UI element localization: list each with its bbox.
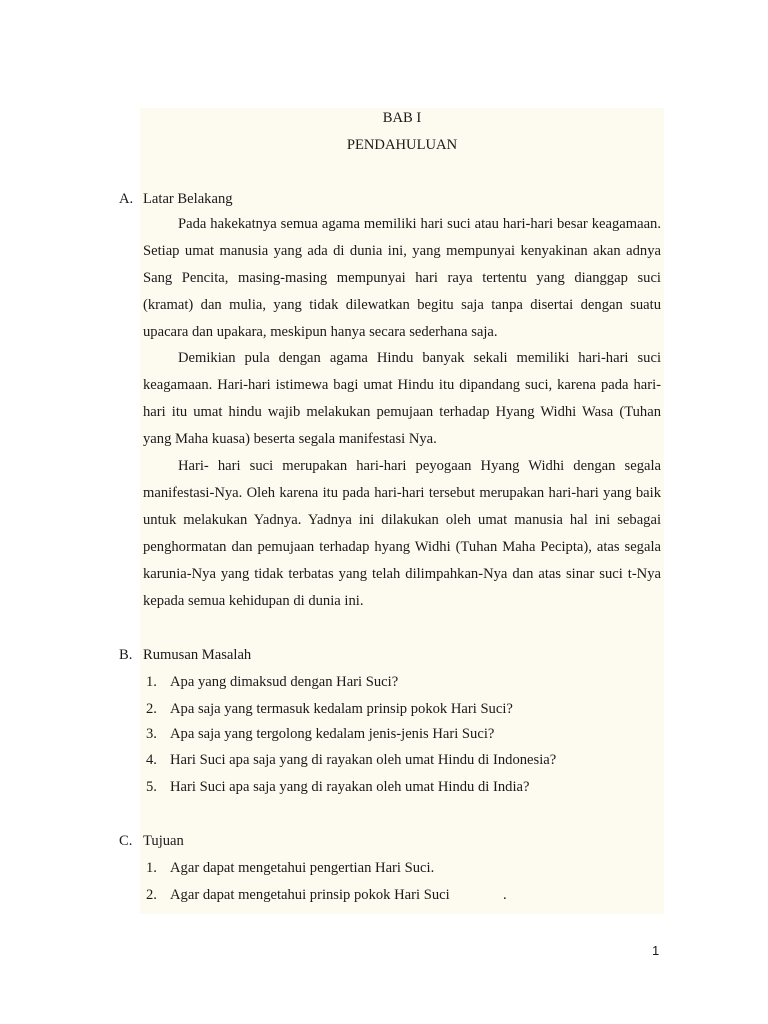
list-item-number: 2. (146, 887, 157, 903)
list-item-number: 2. (146, 701, 157, 717)
trailing-period: . (503, 887, 507, 903)
paragraph: Pada hakekatnya semua agama memiliki hari suci atau hari-hari besar keagamaan. Setiap umat manusia yang ada di dunia ini, yang mempunyai kenyakinan akan adnya Sang Pencita, masing-masing mempunyai hari raya tertentu yang dianggap suci (kramat) dan mulia, yang tidak dilewatkan begitu saja tanpa disertai dengan suatu upacara dan upakara, meskipun hanya secara sederhana saja. (143, 216, 661, 340)
chapter-number: BAB I (382, 110, 422, 126)
list-item: Apa saja yang termasuk kedalam prinsip pokok Hari Suci? (170, 701, 513, 717)
list-item-number: 3. (146, 726, 157, 742)
chapter-title: PENDAHULUAN (346, 137, 458, 153)
section-c-heading: Tujuan (143, 833, 184, 849)
list-item-number: 1. (146, 674, 157, 690)
paragraph: Demikian pula dengan agama Hindu banyak sekali memiliki hari-hari suci keagamaan. Hari-hari istimewa bagi umat Hindu itu dipandang suci, karena pada hari-hari itu umat hindu wajib melakukan pemujaan terhadap Hyang Widhi Wasa (Tuhan yang Maha kuasa) beserta segala manifestasi Nya. (143, 350, 661, 447)
list-item: Agar dapat mengetahui pengertian Hari Suci. (170, 860, 435, 876)
section-b-letter: B. (119, 647, 133, 663)
section-a-heading: Latar Belakang (143, 191, 233, 207)
page-number: 1 (652, 943, 660, 958)
list-item-number: 5. (146, 779, 157, 795)
list-item-number: 4. (146, 752, 157, 768)
list-item-number: 1. (146, 860, 157, 876)
section-b-heading: Rumusan Masalah (143, 647, 252, 663)
list-item: Agar dapat mengetahui prinsip pokok Hari Suci (170, 887, 450, 903)
section-c-letter: C. (119, 833, 133, 849)
list-item: Apa saja yang tergolong kedalam jenis-jenis Hari Suci? (170, 726, 495, 742)
list-item: Apa yang dimaksud dengan Hari Suci? (170, 674, 399, 690)
list-item: Hari Suci apa saja yang di rayakan oleh umat Hindu di Indonesia? (170, 752, 557, 768)
list-item: Hari Suci apa saja yang di rayakan oleh umat Hindu di India? (170, 779, 530, 795)
paragraph: Hari- hari suci merupakan hari-hari peyogaan Hyang Widhi dengan segala manifestasi-Nya. Oleh karena itu pada hari-hari tersebut merupakan hari-hari yang baik untuk melakukan Yadnya. Yadnya ini dilakukan oleh umat manusia hal ini sebagai penghormatan dan pemujaan terhadap hyang Widhi (Tuhan Maha Pecipta), atas segala karunia-Nya yang tidak terbatas yang telah dilimpahkan-Nya dan atas sinar suci t-Nya kepada semua kehidupan di dunia ini. (143, 458, 661, 609)
section-a-letter: A. (119, 191, 134, 207)
